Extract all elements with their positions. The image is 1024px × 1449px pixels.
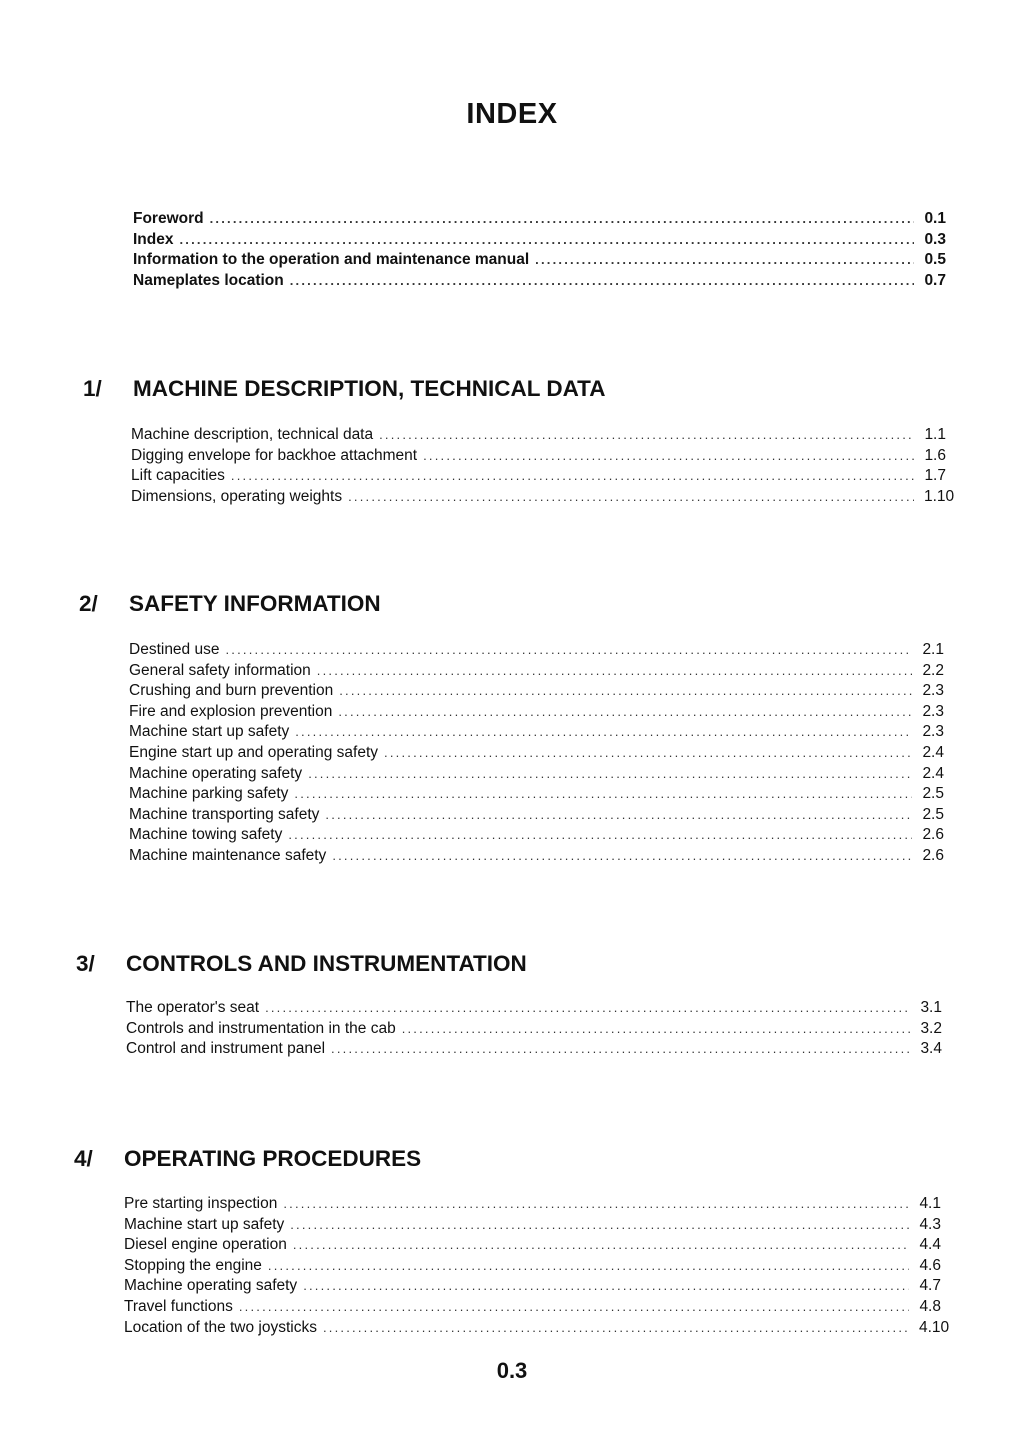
chapter-number: 3/ [76,951,95,976]
toc-entry[interactable] [129,764,944,785]
toc-leader-dots [323,1318,909,1339]
toc-entry-label: Destined use [129,641,220,658]
toc-entry-page: 2.5 [922,785,944,803]
page-title: INDEX [466,98,558,130]
toc-entry-page: 2.2 [922,661,944,679]
toc-entry[interactable] [126,1019,942,1040]
toc-entry-label: Controls and instrumentation in the cab [126,1019,396,1037]
toc-entry[interactable] [129,846,944,867]
toc-leader-dots [295,722,912,743]
toc-entry[interactable] [131,425,946,446]
chapter-2-list [129,640,944,867]
toc-entry-page: 1.1 [924,426,946,443]
toc-entry[interactable] [129,805,944,826]
toc-entry-page: 3.2 [920,1019,942,1037]
toc-entry-label: Crushing and burn prevention [129,682,334,700]
toc-entry-page: 0.3 [924,230,946,248]
toc-entry-label: Machine start up safety [124,1215,285,1233]
toc-leader-dots [290,271,914,292]
chapter-heading-4 [74,1146,421,1172]
chapter-number: 2/ [79,591,98,616]
toc-entry[interactable] [124,1194,941,1215]
toc-leader-dots [379,425,914,446]
toc-entry[interactable] [124,1276,941,1297]
toc-entry-page: 4.6 [919,1256,941,1274]
toc-leader-dots [384,743,912,764]
toc-leader-dots [308,764,912,785]
toc-leader-dots [303,1276,909,1297]
toc-entry-page: 4.10 [919,1318,950,1336]
toc-entry[interactable] [133,230,946,251]
toc-entry[interactable] [124,1297,941,1318]
toc-leader-dots [423,446,914,467]
toc-leader-dots [317,661,912,682]
chapter-number: 4/ [74,1146,93,1171]
chapter-number: 1/ [83,376,102,401]
toc-entry-page: 4.1 [919,1195,941,1212]
chapter-heading-1 [83,376,606,402]
toc-entry-label: Travel functions [124,1297,233,1315]
toc-entry-label: Index [133,230,174,248]
chapter-heading-2 [79,591,381,617]
chapter-title: CONTROLS AND INSTRUMENTATION [126,951,527,976]
toc-entry[interactable] [129,661,944,682]
toc-entry[interactable] [131,487,955,508]
toc-entry-page: 1.10 [924,487,955,505]
toc-entry-label: Engine start up and operating safety [129,743,379,761]
toc-entry-label: Foreword [133,210,204,227]
toc-entry[interactable] [133,271,946,292]
toc-entry-page: 3.4 [920,1040,942,1058]
toc-entry-label: Machine transporting safety [129,805,320,823]
toc-entry-page: 1.6 [924,446,946,464]
toc-entry-page: 1.7 [924,467,946,485]
toc-leader-dots [293,1235,909,1256]
toc-entry-label: Machine parking safety [129,785,289,803]
toc-entry[interactable] [131,466,946,487]
toc-entry-page: 0.1 [924,210,946,227]
toc-leader-dots [179,230,914,251]
toc-entry-page: 4.3 [919,1215,941,1233]
toc-leader-dots [290,1215,909,1236]
toc-leader-dots [332,846,912,867]
toc-entry[interactable] [129,722,944,743]
toc-entry-label: Lift capacities [131,467,225,485]
toc-entry-page: 0.7 [924,271,946,289]
toc-entry[interactable] [133,209,946,230]
toc-entry[interactable] [129,681,944,702]
toc-entry-label: Nameplates location [133,271,284,289]
toc-entry-page: 2.3 [922,682,944,700]
toc-entry-label: Machine towing safety [129,826,283,844]
toc-leader-dots [239,1297,909,1318]
toc-leader-dots [348,487,914,508]
toc-entry-label: The operator's seat [126,999,260,1016]
toc-entry-label: Machine operating safety [124,1277,298,1295]
toc-entry-label: General safety information [129,661,311,679]
toc-entry-label: Diesel engine operation [124,1236,287,1254]
toc-entry-page: 4.4 [919,1236,941,1254]
chapter-title: OPERATING PROCEDURES [124,1146,422,1171]
toc-entry-page: 2.1 [922,641,944,658]
toc-entry-page: 2.6 [922,846,944,864]
toc-entry[interactable] [133,250,946,271]
chapter-title: SAFETY INFORMATION [129,591,381,616]
front-matter-list [133,209,946,291]
chapter-1-list [131,425,955,507]
toc-leader-dots [210,209,914,230]
toc-entry-page: 2.3 [922,702,944,720]
toc-leader-dots [283,1194,909,1215]
toc-leader-dots [288,825,912,846]
toc-entry[interactable] [124,1318,950,1339]
toc-entry-label: Machine maintenance safety [129,846,327,864]
toc-entry[interactable] [129,743,944,764]
toc-entry-label: Fire and explosion prevention [129,702,333,720]
toc-entry-label: Digging envelope for backhoe attachment [131,446,418,464]
toc-entry[interactable] [129,784,944,805]
toc-entry[interactable] [126,998,942,1019]
toc-entry-label: Machine description, technical data [131,426,374,443]
toc-entry-label: Dimensions, operating weights [131,487,343,505]
toc-leader-dots [402,1019,910,1040]
toc-entry[interactable] [126,1039,942,1060]
chapter-title: MACHINE DESCRIPTION, TECHNICAL DATA [133,376,606,401]
toc-leader-dots [231,466,914,487]
page-number: 0.3 [496,1358,528,1383]
toc-entry-page: 2.4 [922,743,944,761]
toc-entry-page: 2.4 [922,764,944,782]
toc-leader-dots [225,640,912,661]
toc-entry-label: Location of the two joysticks [124,1318,317,1336]
toc-leader-dots [535,250,914,271]
toc-entry-page: 4.8 [919,1297,941,1315]
toc-leader-dots [331,1039,910,1060]
toc-entry-page: 3.1 [920,999,942,1016]
toc-entry-label: Information to the operation and maintenance manual [133,251,530,269]
toc-entry-label: Control and instrument panel [126,1040,326,1058]
toc-leader-dots [325,805,912,826]
toc-entry[interactable] [124,1215,941,1236]
toc-leader-dots [294,784,912,805]
toc-entry-page: 2.5 [922,805,944,823]
toc-entry[interactable] [124,1235,941,1256]
toc-entry-label: Stopping the engine [124,1256,262,1274]
toc-entry-label: Pre starting inspection [124,1195,278,1212]
toc-leader-dots [265,998,910,1019]
toc-entry[interactable] [129,640,944,661]
toc-leader-dots [338,702,912,723]
chapter-3-list [126,998,942,1060]
toc-entry-label: Machine operating safety [129,764,303,782]
chapter-heading-3 [76,951,527,977]
toc-entry-page: 4.7 [919,1277,941,1295]
toc-leader-dots [339,681,912,702]
toc-entry-page: 2.3 [922,723,944,741]
toc-leader-dots [268,1256,909,1277]
chapter-4-list [124,1194,950,1338]
toc-entry[interactable] [124,1256,941,1277]
toc-entry[interactable] [129,702,944,723]
toc-entry-label: Machine start up safety [129,723,290,741]
toc-entry[interactable] [129,825,944,846]
toc-entry[interactable] [131,446,946,467]
toc-entry-page: 0.5 [924,251,946,269]
toc-entry-page: 2.6 [922,826,944,844]
